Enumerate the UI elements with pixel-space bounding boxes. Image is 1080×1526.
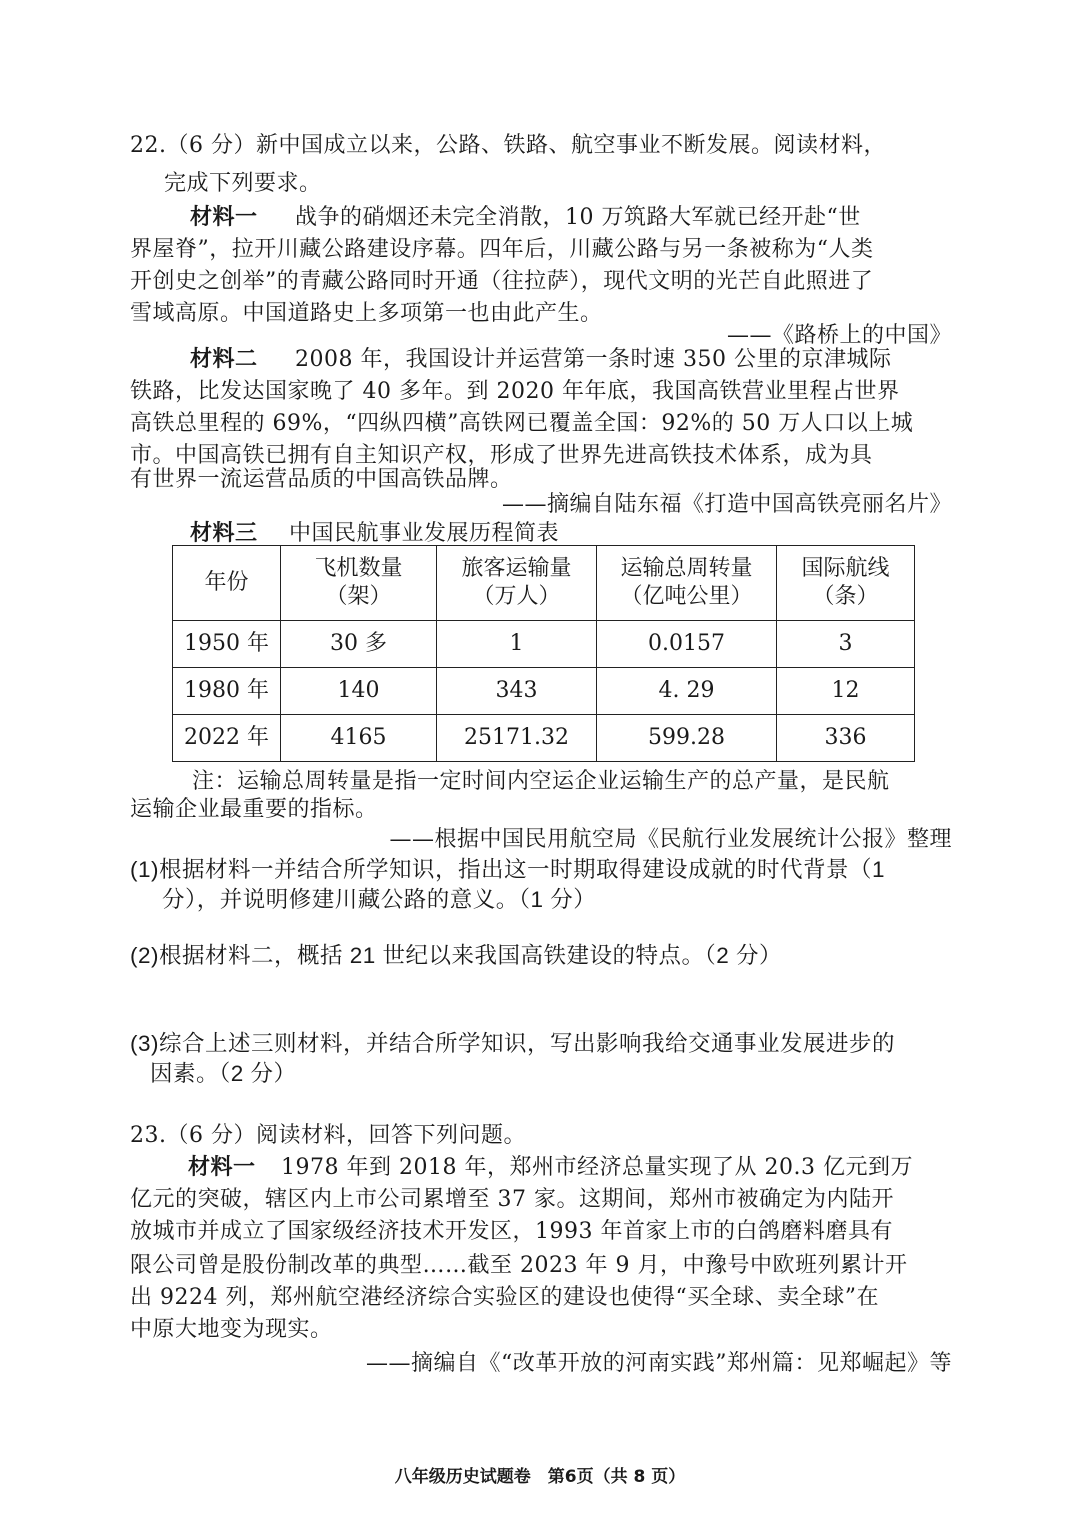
q23-stem: 23.（6 分）阅读材料，回答下列问题。 <box>130 1123 526 1148</box>
header-turnover: 运输总周转量 （亿吨公里） <box>597 546 777 621</box>
q23-material-1-line-4: 限公司曾是股份制改革的典型……截至 2023 年 9 月，中豫号中欧班列累计开 <box>130 1253 908 1278</box>
material-label: 材料一 <box>190 205 258 230</box>
q22-material-2-line-3: 高铁总里程的 69%，“四纵四横”高铁网已覆盖全国：92%的 50 万人口以上城 <box>130 411 914 436</box>
table-cell: 140 <box>281 668 437 715</box>
q22-sub-question-1-line-2: 分），并说明修建川藏公路的意义。（1 分） <box>162 887 597 912</box>
table-cell: 4. 29 <box>597 668 777 715</box>
table-header-row <box>173 546 915 621</box>
q22-sub-question-3-line-1: (3)综合上述三则材料，并结合所学知识，写出影响我给交通事业发展进步的 <box>130 1031 896 1056</box>
header-aircraft: 飞机数量 （架） <box>281 546 437 621</box>
q23-material-1-line-5: 出 9224 列，郑州航空港经济综合实验区的建设也使得“买全球、卖全球”在 <box>130 1285 879 1310</box>
header-passengers: 旅客运输量 （万人） <box>437 546 597 621</box>
table-cell: 30 多 <box>281 621 437 668</box>
table-note-line-2: 运输企业最重要的指标。 <box>130 797 378 822</box>
q22-material-2-line-1: 材料二 2008 年，我国设计并运营第一条时速 350 公里的京津城际 <box>190 347 892 372</box>
material-label: 材料二 <box>190 347 258 372</box>
table-cell: 2022 年 <box>173 715 281 762</box>
table-cell: 336 <box>777 715 915 762</box>
q22-sub-question-3-line-2: 因素。（2 分） <box>150 1061 297 1086</box>
q22-material-2-line-4: 市。中国高铁已拥有自主知识产权，形成了世界先进高铁技术体系，成为具 <box>130 443 873 468</box>
q23-material-1-line-2: 亿元的突破，辖区内上市公司累增至 37 家。这期间，郑州市被确定为内陆开 <box>130 1187 894 1212</box>
table-cell: 25171.32 <box>437 715 597 762</box>
q22-material-1-source: ——《路桥上的中国》 <box>726 323 952 348</box>
table-row <box>173 715 915 762</box>
q22-material-1-line-1: 材料一 战争的硝烟还未完全消散，10 万筑路大军就已经开赴“世 <box>190 205 861 230</box>
page-footer: 八年级历史试题卷 第6页（共 8 页） <box>394 1467 686 1487</box>
table-cell: 12 <box>777 668 915 715</box>
q22-material-2-source: ——摘编自陆东福《打造中国高铁亮丽名片》 <box>501 492 952 517</box>
q22-stem-line-1: 22.（6 分）新中国成立以来，公路、铁路、航空事业不断发展。阅读材料， <box>130 133 886 158</box>
q22-material-3-title: 材料三 中国民航事业发展历程简表 <box>190 521 560 546</box>
q22-material-3-source: ——根据中国民用航空局《民航行业发展统计公报》整理 <box>389 827 952 852</box>
table-cell: 0.0157 <box>597 621 777 668</box>
material-label: 材料三 <box>190 521 258 546</box>
material-label: 材料一 <box>188 1155 256 1180</box>
q23-material-1-source: ——摘编自《“改革开放的河南实践”郑州篇：见郑崛起》等 <box>366 1351 952 1376</box>
q23-material-1-line-1: 材料一 1978 年到 2018 年，郑州市经济总量实现了从 20.3 亿元到万 <box>188 1155 913 1180</box>
q22-stem-line-2: 完成下列要求。 <box>164 171 322 196</box>
q22-sub-question-1-line-1: (1)根据材料一并结合所学知识，指出这一时期取得建设成就的时代背景（1 <box>130 857 886 882</box>
table-row <box>173 668 915 715</box>
table-cell: 3 <box>777 621 915 668</box>
q22-material-2-line-2: 铁路，比发达国家晚了 40 多年。到 2020 年年底，我国高铁营业里程占世界 <box>130 379 900 404</box>
header-routes: 国际航线 （条） <box>777 546 915 621</box>
q22-material-2-line-5: 有世界一流运营品质的中国高铁品牌。 <box>130 467 513 492</box>
civil-aviation-table <box>172 545 915 762</box>
q23-material-1-line-6: 中原大地变为现实。 <box>130 1317 333 1342</box>
table-cell: 599.28 <box>597 715 777 762</box>
table-cell: 343 <box>437 668 597 715</box>
q22-sub-question-2: (2)根据材料二，概括 21 世纪以来我国高铁建设的特点。（2 分） <box>130 943 783 968</box>
header-year: 年份 <box>173 546 281 621</box>
q22-material-1-line-2: 界屋脊”，拉开川藏公路建设序幕。四年后，川藏公路与另一条被称为“人类 <box>130 237 874 262</box>
q22-material-1-line-4: 雪域高原。中国道路史上多项第一也由此产生。 <box>130 301 603 326</box>
table-row <box>173 621 915 668</box>
table-cell: 1950 年 <box>173 621 281 668</box>
table-note-line-1: 注：运输总周转量是指一定时间内空运企业运输生产的总产量，是民航 <box>192 769 890 794</box>
q22-material-1-line-3: 开创史之创举”的青藏公路同时开通（往拉萨），现代文明的光芒自此照进了 <box>130 269 874 294</box>
table-cell: 1 <box>437 621 597 668</box>
q23-material-1-line-3: 放城市并成立了国家级经济技术开发区，1993 年首家上市的白鸽磨料磨具有 <box>130 1219 893 1244</box>
table-cell: 4165 <box>281 715 437 762</box>
table-cell: 1980 年 <box>173 668 281 715</box>
